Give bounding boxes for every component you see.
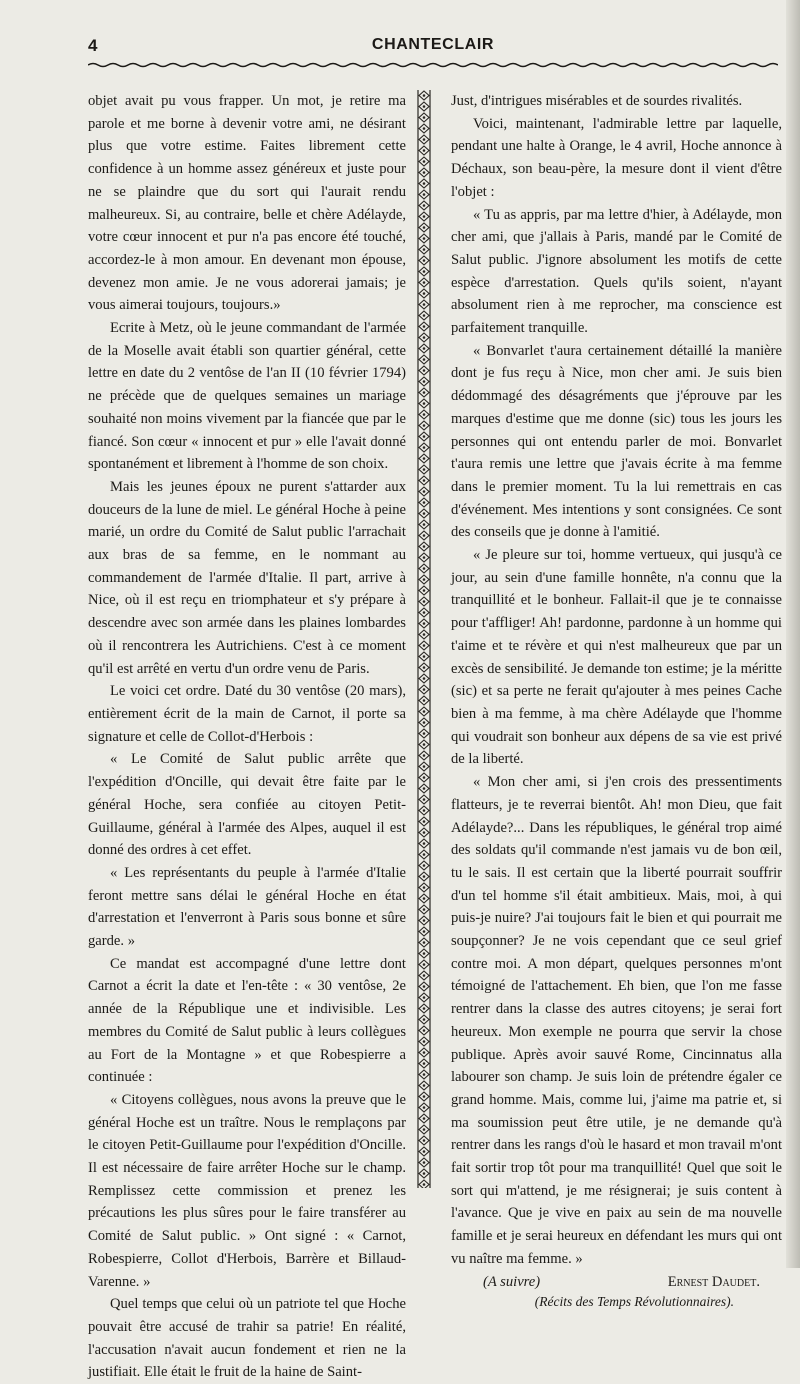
- article-closing-line: [451, 1271, 782, 1294]
- right-paragraph-6: « Mon cher ami, si j'en crois des pressentiments flatteurs, je te reverrai bientôt. Ah! mon Dieu, que fait Adélayde?... Dans les républiques, le général trop aimé des soldats qu'il commande n'est jamais vu de bon œil, tu le sais. Il est certain que la liberté pourrait souffrir d'un tel homme s'il était ambitieux. Mais, moi, à qui puis-je nuire? J'ai toujours fait le bien et qui pourrait me soupçonner? Je ne vois cependant que ce seul grief contre moi. A mon départ, quelques personnes m'ont témoigné de l'attachement. Eh bien, que l'on me fasse rentrer dans la classe des autres citoyens; je serai fort heureux. Mon exemple ne pourra que servir la chose publique. Après avoir sauvé Rome, Cincinnatus alla labourer son champ. Je suis loin de prétendre égaler ce grand homme. Mais, comme lui, j'aime ma patrie et, si ma soumission peut être utile, je ne demande qu'à rentrer dans les rangs d'où le hasard et mon travail m'ont fait sortir trop tôt pour ma tranquillité! Quel que soit le sort qui m'attend, je me résignerai; je suis content à l'avance. Que je vive en paix au sein de ma nouvelle famille et je serai heureux en défendant les murs qui ont vu naître ma femme. »: [451, 774, 782, 1267]
- right-paragraph-3: « Tu as appris, par ma lettre d'hier, à Adélayde, mon cher ami, que j'allais à Paris, mandé par le Comité de Salut public. J'ignore absolument les motifs de cette espèce d'arrestation. Quels qu'ils soient, n'ayant absolument rien à me reprocher, ma conscience est parfaitement tranquille.: [451, 206, 782, 337]
- right-paragraph-1: Just, d'intrigues misérables et de sourdes rivalités.: [451, 93, 743, 109]
- left-paragraph-6: « Les représentants du peuple à l'armée d'Italie feront mettre sans délai le général Hoche en état d'arrestation et l'enverront à Paris sous bonne et sûre garde. »: [88, 864, 406, 950]
- left-paragraph-2: Ecrite à Metz, où le jeune commandant de l'armée de la Moselle avait établi son quartier général, cette lettre en date du 2 ventôse de l'an II (10 février 1794) ne précède que de quelques semaines un mariage souhaité non moins vivement par la fiancée que par le fiancé. Son cœur « innocent et pur » elle l'avait donné spontanément et librement à l'homme de son choix.: [88, 320, 406, 473]
- page-number: 4: [88, 36, 98, 55]
- left-paragraph-1: objet avait pu vous frapper. Un mot, je retire ma parole et me borne à devenir votre ami, ne désirant plus que votre estime. Faites librement cette confidence à un homme assez généreux et juste pour ne se plaindre que du sort qui l'aurait rendu malheureux. Si, au contraire, belle et chère Adélayde, votre cœur innocent et pur n'a pas encore été touché, accordez-le à mon amour. En devenant mon épouse, devenez mon amie. Je ne vous adorerai jamais; je vous aimerai toujours, toujours.»: [88, 93, 406, 314]
- header-wavy-rule: [88, 62, 778, 68]
- left-article-column: [88, 90, 406, 1384]
- left-paragraph-5: « Le Comité de Salut public arrête que l'expédition d'Oncille, qui devait être faite par le général Hoche, sera confiée au citoyen Petit-Guillaume, général à l'armée des Alpes, auquel il est donné des ordres à cet effet.: [88, 751, 406, 859]
- journal-title: CHANTECLAIR: [371, 36, 495, 53]
- right-paragraph-4: « Bonvarlet t'aura certainement détaillé la manière dont je fus reçu à Nice, mon cher ami. Je suis bien dédommagé des désagréments que j'éprouve par les marques d'estime que me donne (sic) tous les jours les personnes qui ont entendu parler de moi. Bonvarlet t'aura remis une lettre que j'avais écrite à ma femme dans le premier moment. Tu la lui remettrais en cas d'événement. Mes intentions y sont consignées. Ce sont des conseils que je donne à l'amitié.: [451, 342, 782, 541]
- to-be-continued-label: (A suivre): [483, 1273, 541, 1290]
- right-paragraph-2: Voici, maintenant, l'admirable lettre par laquelle, pendant une halte à Orange, le 4 avril, Hoche annonce à Déchaux, son beau-père, la mesure dont il vient d'être l'objet :: [451, 115, 782, 200]
- page-header: [88, 36, 778, 66]
- column-divider-ornament: [417, 90, 431, 1188]
- left-paragraph-9: Quel temps que celui où un patriote tel que Hoche pouvait être accusé de trahir sa patrie! En réalité, l'accusation n'avait aucun fondement et rien ne la justifiait. Elle était le fruit de la haine de Saint-: [88, 1296, 406, 1381]
- right-article-column: [451, 90, 782, 1311]
- right-paragraph-5: « Je pleure sur toi, homme vertueux, qui jusqu'à ce jour, au sein d'une famille honnête, n'a connu que la tranquillité et le bonheur. Fallait-il que je te connaisse pour t'affliger! Ah! pardonne, pardonne à un homme qui t'aime et te révère et qui n'est malheureux que par un excès de sensibilité. Je demande ton estime; je la méritte (sic) et sa perte ne ferait qu'ajouter à mes peines Cache bien à ma femme, à ma chère Adélayde que l'homme qui voudrait son bonheur aux dépens de sa vie est privé de la liberté.: [451, 547, 782, 768]
- source-citation: (Récits des Temps Révolutionnaires).: [534, 1294, 734, 1310]
- left-paragraph-8: « Citoyens collègues, nous avons la preuve que le général Hoche est un traître. Nous le remplaçons par le citoyen Petit-Guillaume pour l'expédition d'Oncille. Il est nécessaire de faire arrêter Hoche sur le champ. Remplissez cette commission et prenez les précautions les plus sûres pour le faire transférer au Comité de Salut public. » Ont signé : « Carnot, Robespierre, Collot d'Herbois, Barrère et Billaud-Varenne. »: [88, 1091, 406, 1290]
- author-signature: Ernest Daudet.: [667, 1273, 760, 1290]
- left-paragraph-7: Ce mandat est accompagné d'une lettre dont Carnot a écrit la date et l'en-tête : « 30 ventôse, 2e année de la République une et indivisible. Les membres du Comité de Salut public à leurs collègues au Fort de la Montagne » et que Robespierre a continuée :: [88, 955, 406, 1086]
- left-paragraph-3: Mais les jeunes époux ne purent s'attarder aux douceurs de la lune de miel. Le général Hoche à peine marié, un ordre du Comité de Salut public l'arrachait aux bras de sa femme, en le nommant au commandement de l'armée d'Italie. Il part, arrive à Nice, où il est reçu en triomphateur et s'y prépare à descendre avec son armée dans les plaines lombardes où il rencontrera les Autrichiens. C'est à ce moment qu'il est arrêté en vertu d'un ordre venu de Paris.: [88, 478, 406, 677]
- page-edge-shadow: [786, 0, 800, 1268]
- left-paragraph-4: Le voici cet ordre. Daté du 30 ventôse (20 mars), entièrement écrit de la main de Carnot, il porte sa signature et celle de Collot-d'Herbois :: [88, 683, 406, 745]
